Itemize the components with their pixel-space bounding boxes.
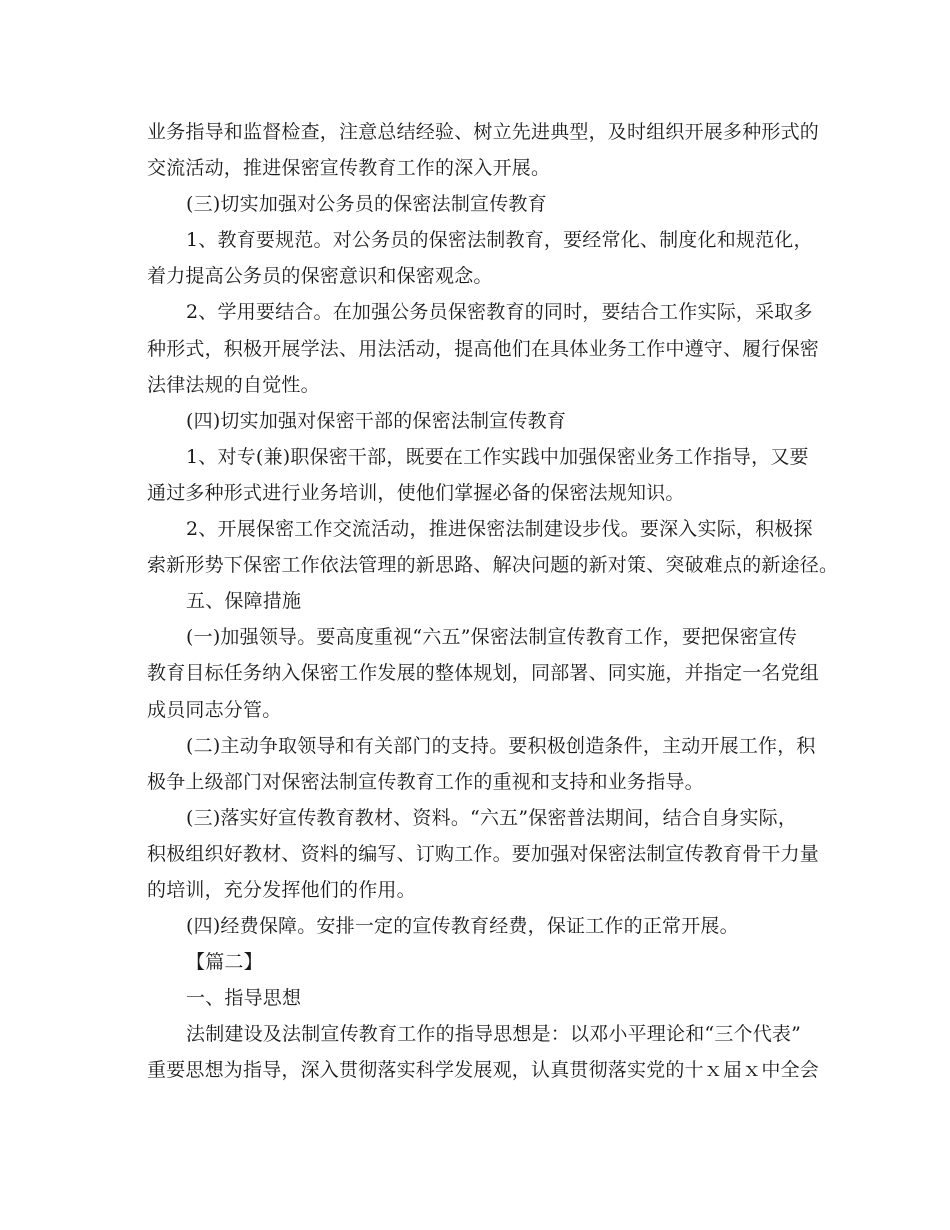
text-line: (三)切实加强对公务员的保密法制宣传教育 — [186, 193, 547, 216]
text-line: 2、学用要结合。在加强公务员保密教育的同时，要结合工作实际，采取多 — [186, 301, 813, 324]
text-line: 法律法规的自觉性。 — [147, 373, 320, 396]
text-line: 种形式，积极开展学法、用法活动，提高他们在具体业务工作中遵守、履行保密 — [147, 337, 820, 360]
text-line: 重要思想为指导，深入贯彻落实科学发展观，认真贯彻落实党的十ｘ届ｘ中全会 — [147, 1059, 820, 1082]
text-line: 着力提高公务员的保密意识和保密观念。 — [147, 265, 493, 288]
text-line: 1、教育要规范。对公务员的保密法制教育，要经常化、制度化和规范化， — [186, 229, 813, 252]
text-line: 2、开展保密工作交流活动，推进保密法制建设步伐。要深入实际，积极探 — [186, 518, 813, 541]
text-line: (四)切实加强对保密干部的保密法制宣传教育 — [186, 409, 567, 432]
text-line: 五、保障措施 — [186, 590, 302, 613]
text-line: 1、对专(兼)职保密干部，既要在工作实践中加强保密业务工作指导，又要 — [186, 445, 809, 468]
text-line: (三)落实好宣传教育教材、资料。“六五”保密普法期间，结合自身实际， — [186, 806, 798, 829]
text-line: 教育目标任务纳入保密工作发展的整体规划，同部署、同实施，并指定一名党组 — [147, 662, 820, 685]
text-line: (一)加强领导。要高度重视“六五”保密法制宣传教育工作，要把保密宣传 — [186, 626, 798, 649]
text-line: (四)经费保障。安排一定的宣传教育经费，保证工作的正常开展。 — [186, 915, 739, 938]
text-line: 的培训，充分发挥他们的作用。 — [147, 878, 416, 901]
text-line: 业务指导和监督检查，注意总结经验、树立先进典型，及时组织开展多种形式的 — [147, 121, 820, 143]
text-line: 【篇二】 — [186, 951, 263, 974]
text-line: (二)主动争取领导和有关部门的支持。要积极创造条件，主动开展工作，积 — [186, 734, 816, 757]
text-line: 积极组织好教材、资料的编写、订购工作。要加强对保密法制宣传教育骨干力量 — [147, 842, 820, 865]
text-line: 成员同志分管。 — [147, 698, 282, 721]
text-line: 一、指导思想 — [186, 987, 302, 1010]
text-line: 交流活动，推进保密宣传教育工作的深入开展。 — [147, 157, 551, 180]
text-line: 通过多种形式进行业务培训，使他们掌握必备的保密法规知识。 — [147, 481, 685, 504]
document-body — [147, 114, 839, 1089]
text-line: 法制建设及法制宣传教育工作的指导思想是：以邓小平理论和“三个代表” — [186, 1023, 802, 1046]
text-line: 索新形势下保密工作依法管理的新思路、解决问题的新对策、突破难点的新途径。 — [147, 554, 839, 577]
text-line: 极争上级部门对保密法制宣传教育工作的重视和支持和业务指导。 — [147, 770, 704, 793]
